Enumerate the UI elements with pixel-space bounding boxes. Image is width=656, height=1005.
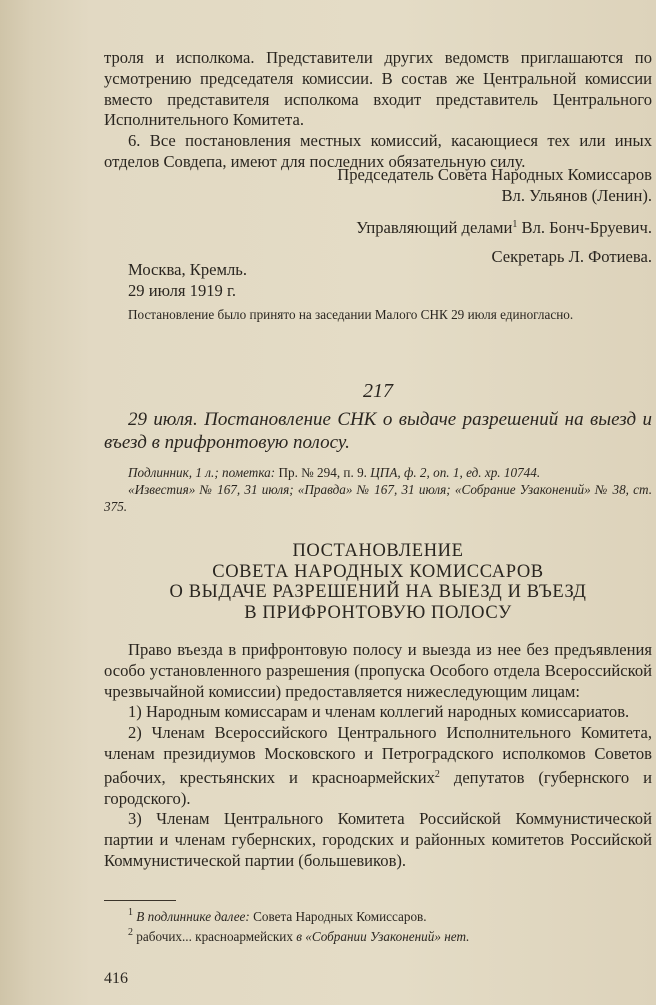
signatures-block	[104, 164, 652, 267]
signature-secretary: Секретарь Л. Фотиева.	[491, 247, 652, 266]
page-number: 416	[104, 970, 128, 987]
footnote-1	[128, 905, 652, 925]
decree-intro: Право въезда в прифронтовую полосу и выезда из нее без предъявления особо установленного разрешения (пропуска Особого отдела Всероссийской чрезвычайной комиссии) предоставляется нижеследующим лицам:	[104, 640, 652, 701]
title-line-1: ПОСТАНОВЛЕНИЕ	[292, 541, 464, 561]
source-publications: «Известия» № 167, 31 июля; «Правда» № 167, 31 июля; «Собрание Узаконений» № 38, ст. 375.	[104, 482, 652, 514]
source-original-b: Пр. № 294, п. 9.	[278, 465, 371, 480]
footnote-2	[128, 925, 652, 945]
place: Москва, Кремль.	[128, 260, 247, 279]
footnotes	[128, 905, 652, 945]
signature-chairman-title: Председатель Совета Народных Комиссаров	[337, 165, 652, 184]
footnote-1-text: Совета Народных Комиссаров.	[249, 909, 427, 924]
signature-manager-name: Вл. Бонч-Бруевич.	[517, 218, 652, 237]
decree-item-3: 3) Членам Центрального Комитета Российской Коммунистической партии и членам губернских, городских и районных комитетов Российской Коммунистической партии (большевиков).	[104, 809, 652, 870]
title-line-3: О ВЫДАЧЕ РАЗРЕШЕНИЙ НА ВЫЕЗД И ВЪЕЗД	[169, 582, 587, 602]
source-original	[104, 464, 652, 481]
clause-6: 6. Все постановления местных комиссий, касающиеся тех или иных отделов Совдепа, имеют для последних обязательную силу.	[104, 131, 652, 171]
doc-heading: 29 июля. Постановление СНК о выдаче разрешений на выезд и въезд в прифронтовую полосу.	[104, 409, 652, 453]
signature-manager-title: Управляющий делами	[356, 218, 513, 237]
adoption-note-block	[104, 306, 652, 323]
document-number-block	[104, 380, 652, 403]
footnote-1-label: В подлиннике далее:	[133, 909, 250, 924]
date: 29 июля 1919 г.	[128, 280, 237, 300]
sources-block	[104, 464, 652, 515]
footnote-1-mark: 1	[128, 907, 133, 918]
doc-heading-block	[104, 408, 652, 454]
decree-body	[104, 640, 652, 872]
footnote-mark-1: 1	[512, 219, 518, 230]
continuation-paragraph: троля и исполкома. Представители других ведомств приглашаются по усмотрению председателя комиссии. В состав же Центральной комиссии вместо представителя исполкома входит представитель Центрального Исполнительного Комитета.	[104, 48, 652, 130]
decree-title	[104, 541, 652, 623]
title-line-2: СОВЕТА НАРОДНЫХ КОМИССАРОВ	[212, 561, 544, 582]
title-line-4: В ПРИФРОНТОВУЮ ПОЛОСУ	[244, 602, 512, 623]
signature-chairman-name: Вл. Ульянов (Ленин).	[501, 186, 652, 205]
decree-item-2	[104, 723, 652, 809]
footnote-mark-2: 2	[434, 768, 440, 780]
continuation-text	[104, 48, 652, 173]
decree-item-1: 1) Народным комиссарам и членам коллегий народных комиссариатов.	[128, 702, 630, 722]
decree-item-2-end: депутатов (губернского и городского).	[104, 767, 652, 808]
footnote-2-note: в «Собрании Узаконений» нет.	[296, 929, 470, 944]
signature-manager	[104, 214, 652, 238]
adoption-note: Постановление было принято на заседании Малого СНК 29 июля единогласно.	[128, 307, 574, 322]
source-original-a: Подлинник, 1 л.; пометка:	[128, 465, 279, 480]
footnote-2-mark: 2	[128, 927, 133, 938]
place-date	[128, 260, 656, 302]
footnote-2-text: рабочих... красноармейских	[133, 929, 297, 944]
document-number: 217	[363, 380, 393, 402]
decree-item-2-text: 2) Членам Всероссийского Центрального Исполнительного Комитета, членам президиумов Московского и Петроградского исполкомов Советов рабочих, крестьянских и красноармейских	[104, 723, 652, 787]
footnote-divider	[104, 900, 176, 901]
source-original-c: ЦПА, ф. 2, оп. 1, ед. хр. 10744.	[370, 465, 541, 480]
